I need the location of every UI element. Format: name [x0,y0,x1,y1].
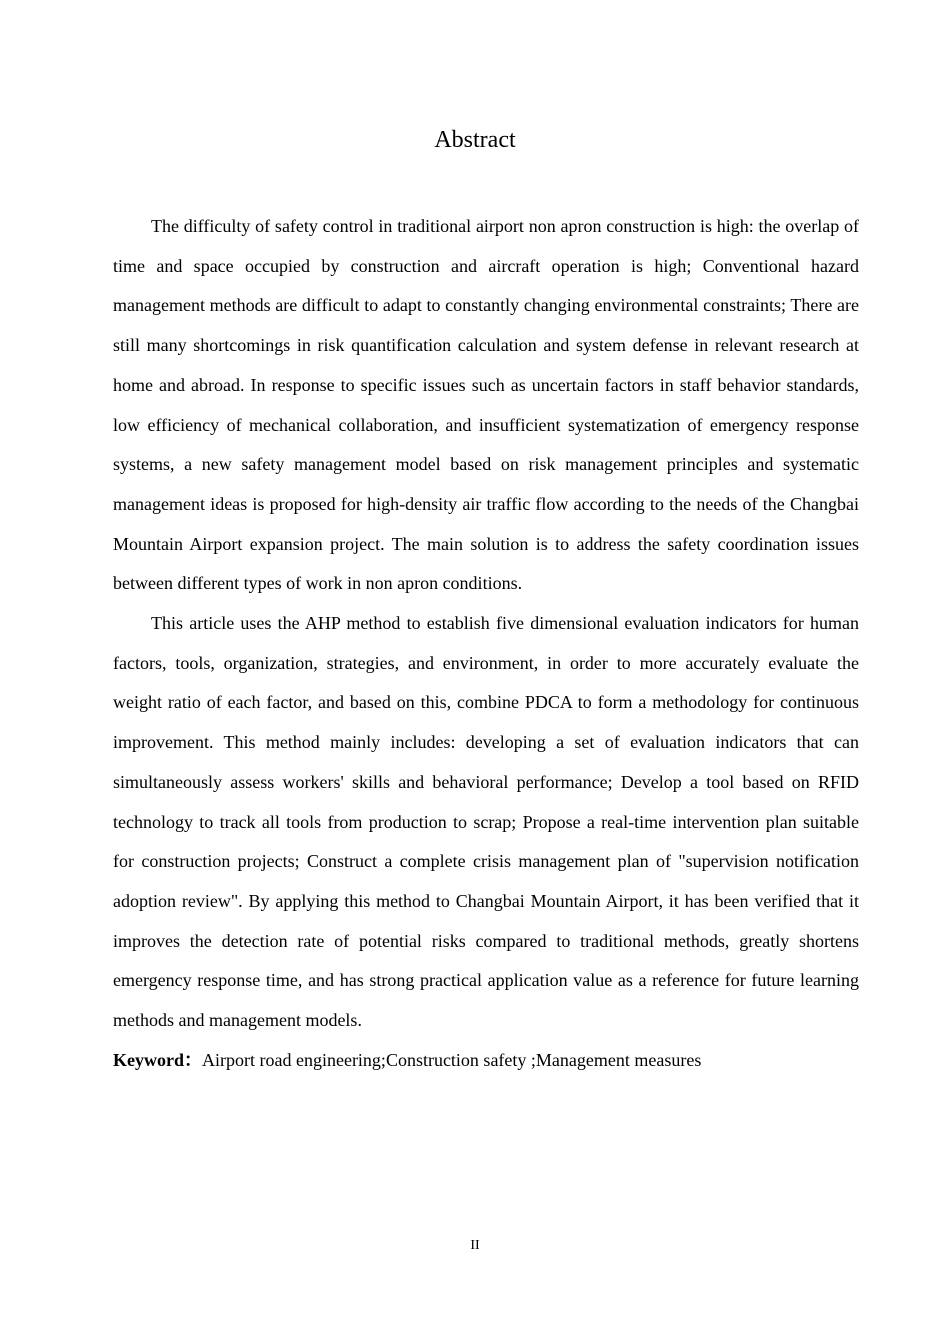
abstract-paragraph-1: The difficulty of safety control in traditional airport non apron construction is high: the overlap of time and space occupied by construction and aircraft operation is high; Conventional hazard management methods are difficult to adapt to constantly changing environmental constraints; There are still many shortcomings in risk quantification calculation and system defense in relevant research at home and abroad. In response to specific issues such as uncertain factors in staff behavior standards, low efficiency of mechanical collaboration, and insufficient systematization of emergency response systems, a new safety management model based on risk management principles and systematic management ideas is proposed for high-density air traffic flow according to the needs of the Changbai Mountain Airport expansion project. The main solution is to address the safety coordination issues between different types of work in non apron conditions. [113,216,859,594]
keyword-list: Airport road engineering;Construction safety ;Management measures [202,1049,702,1070]
page-number: II [470,1238,480,1253]
keywords-line [113,1041,859,1081]
abstract-paragraph-2: This article uses the AHP method to establish five dimensional evaluation indicators for human factors, tools, organization, strategies, and environment, in order to more accurately evaluate the weight ratio of each factor, and based on this, combine PDCA to form a methodology for continuous improvement. This method mainly includes: developing a set of evaluation indicators that can simultaneously assess workers' skills and behavioral performance; Develop a tool based on RFID technology to track all tools from production to scrap; Propose a real-time intervention plan suitable for construction projects; Construct a complete crisis management plan of "supervision notification adoption review". By applying this method to Changbai Mountain Airport, it has been verified that it improves the detection rate of potential risks compared to traditional methods, greatly shortens emergency response time, and has strong practical application value as a reference for future learning methods and management models. [113,613,859,1031]
abstract-title: Abstract [434,127,516,153]
abstract-body [113,207,859,1080]
keyword-label: Keyword： [113,1049,202,1070]
